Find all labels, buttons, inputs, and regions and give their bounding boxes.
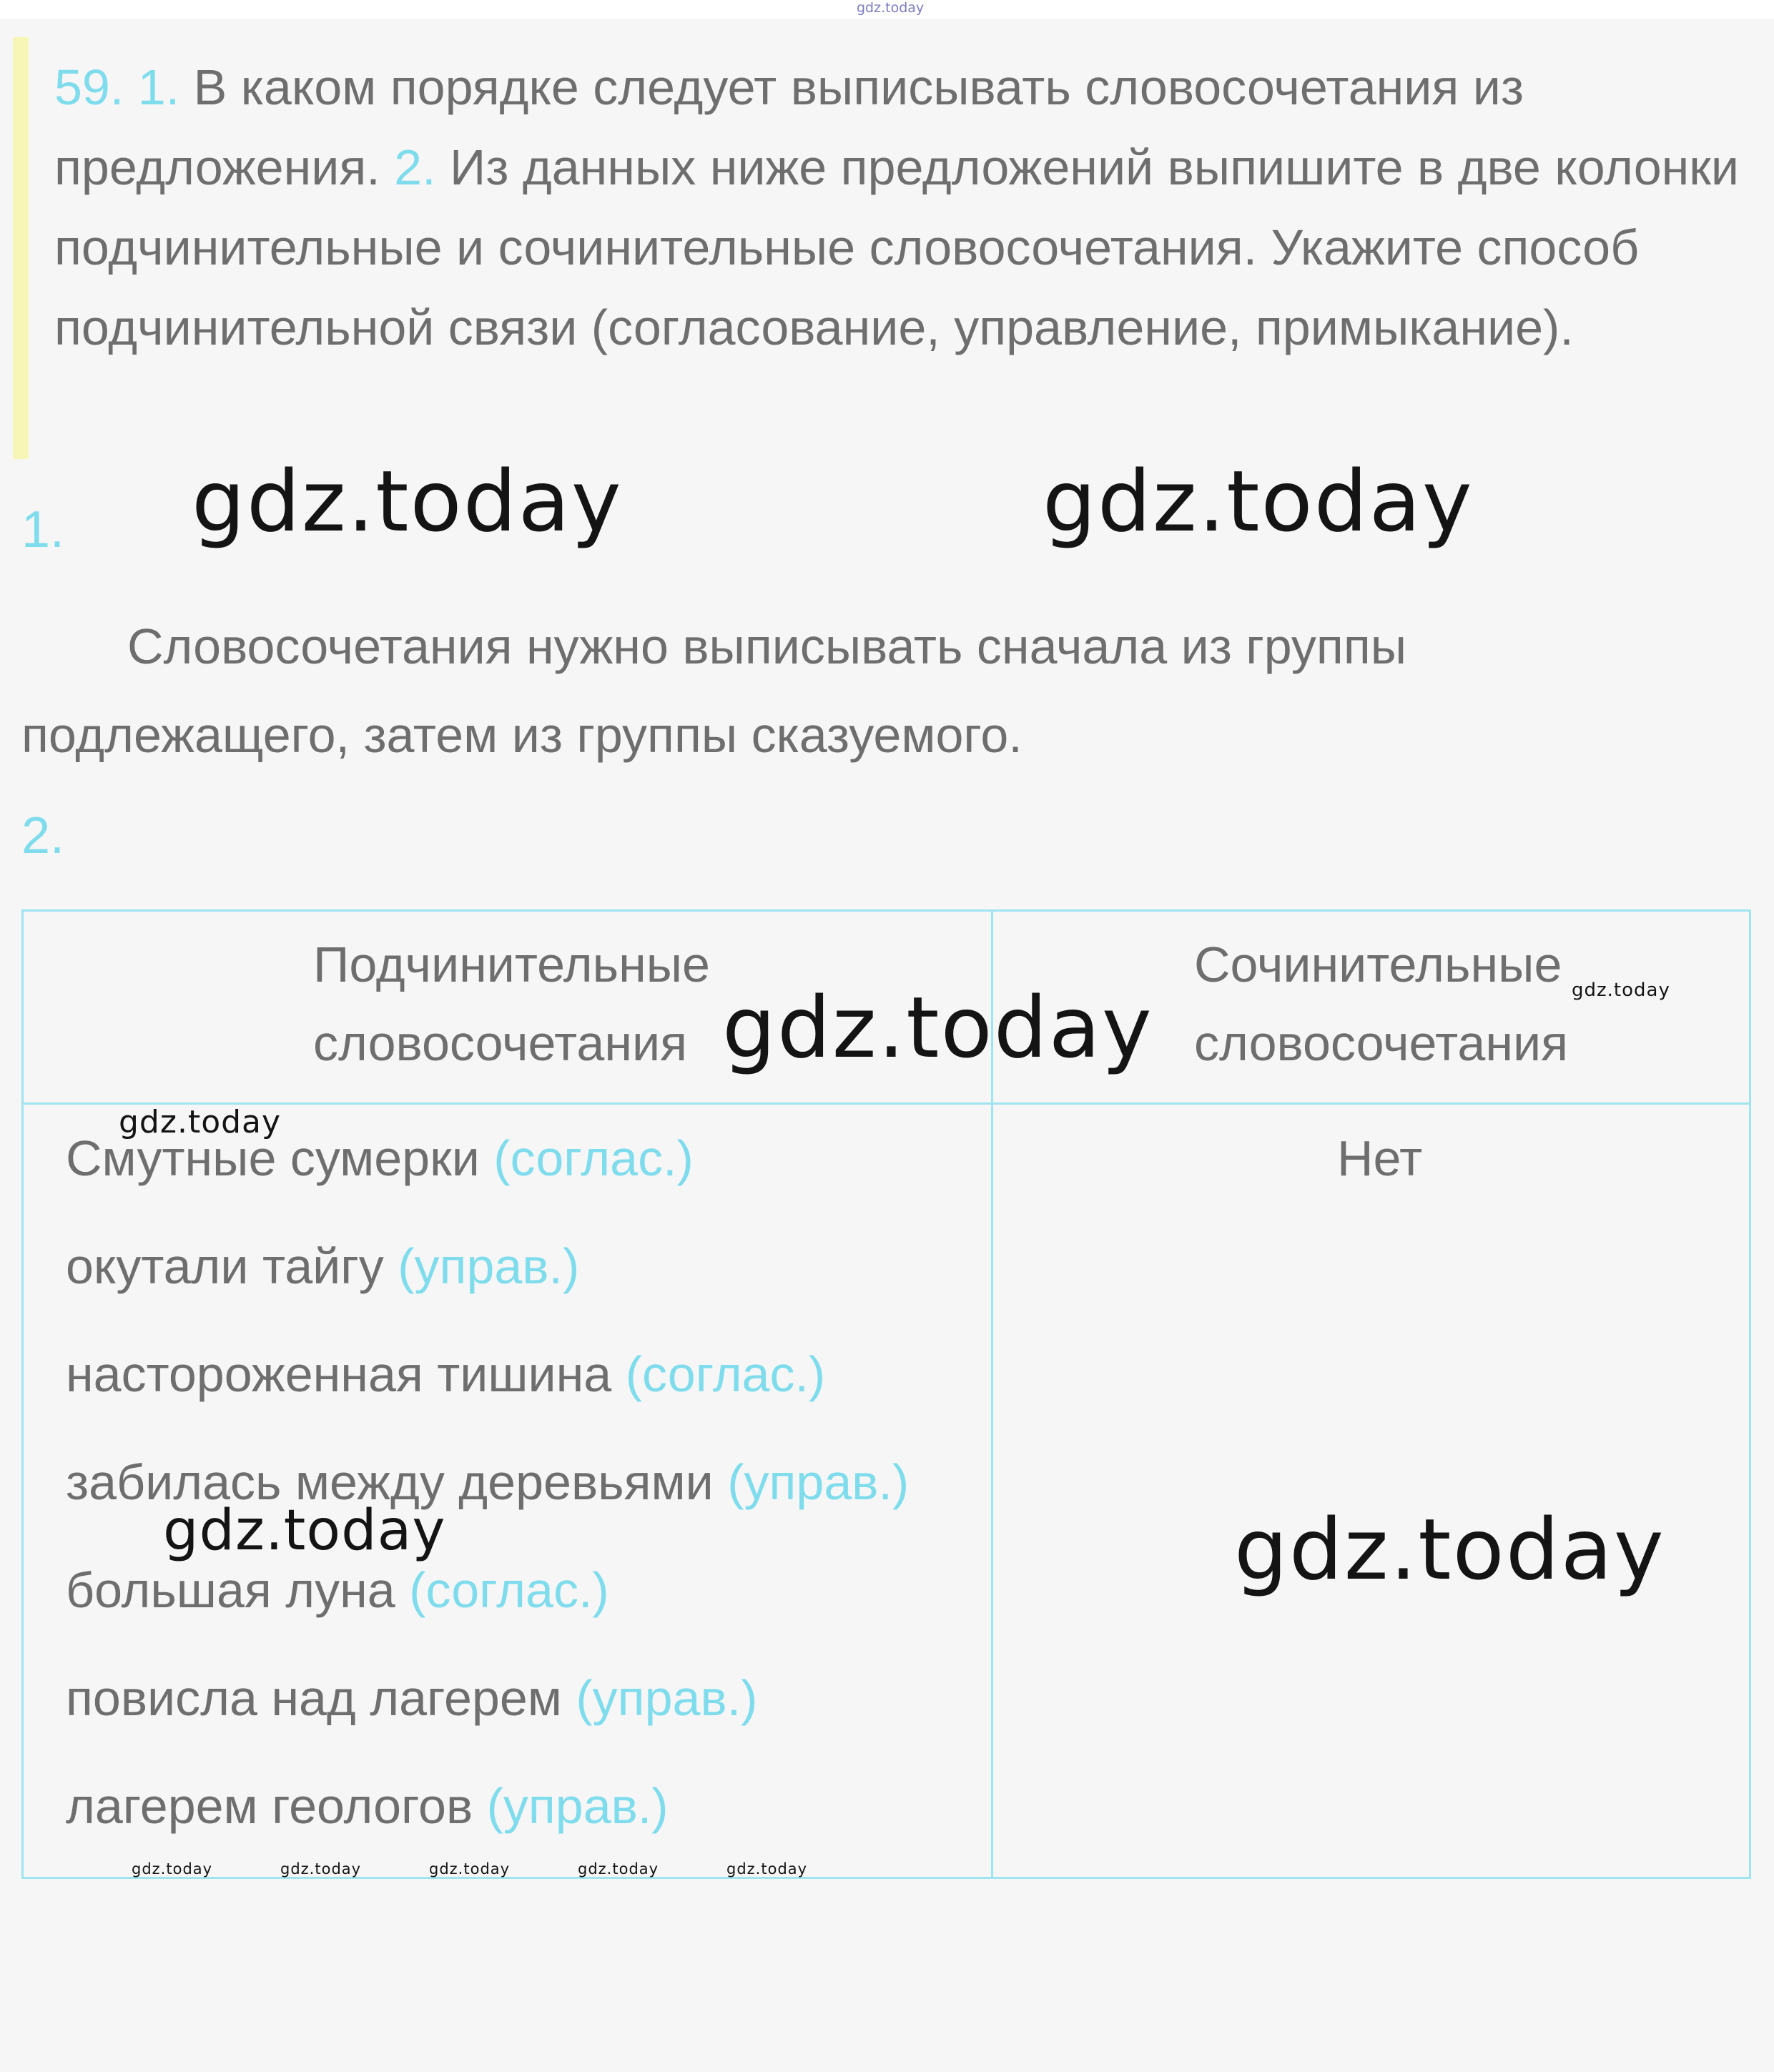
watermark: gdz.today xyxy=(429,1860,511,1878)
watermark-top: gdz.today xyxy=(857,0,925,16)
coordinate-value: Нет xyxy=(1337,1130,1423,1186)
row-phrase: настороженная тишина xyxy=(66,1346,612,1402)
answer2-marker: 2. xyxy=(21,807,65,864)
row-link-type: (управ.) xyxy=(486,1778,669,1834)
row-phrase: окутали тайгу xyxy=(66,1238,384,1294)
header-coordinate-line1: Сочинительные xyxy=(1194,937,1562,992)
watermark: gdz.today xyxy=(1572,980,1670,1001)
task-part1-marker: 1. xyxy=(137,59,180,115)
row-phrase: большая луна xyxy=(66,1562,395,1618)
task-part1-text: В каком порядке следует выписывать словосочетания из предложения. xyxy=(54,59,1524,195)
header-subordinate-line2: словосочетания xyxy=(313,1015,688,1071)
row-link-type: (соглас.) xyxy=(625,1346,826,1402)
header-subordinate xyxy=(313,925,710,1082)
watermark: gdz.today xyxy=(280,1860,362,1878)
table-row xyxy=(66,1777,669,1835)
header-coordinate-line2: словосочетания xyxy=(1194,1015,1569,1071)
header-coordinate xyxy=(1194,925,1568,1082)
watermark: gdz.today xyxy=(132,1860,213,1878)
task-number: 59. xyxy=(54,59,124,115)
row-link-type: (соглас.) xyxy=(409,1562,609,1618)
watermark: gdz.today xyxy=(726,1860,808,1878)
task-text xyxy=(54,47,1756,367)
row-link-type: (управ.) xyxy=(727,1454,910,1510)
watermark: gdz.today xyxy=(163,1499,446,1563)
row-phrase: забилась между деревьями xyxy=(66,1454,714,1510)
answer1-text: Словосочетания нужно выписывать сначала из группы подлежащего, затем из группы сказуемого. xyxy=(21,618,1407,763)
table-row xyxy=(66,1562,609,1619)
table-row xyxy=(66,1669,757,1727)
table-row xyxy=(66,1346,825,1403)
row-link-type: (соглас.) xyxy=(493,1130,694,1186)
watermark: gdz.today xyxy=(1234,1500,1665,1599)
watermark: gdz.today xyxy=(578,1860,659,1878)
table-row xyxy=(66,1238,579,1295)
task-part2-marker: 2. xyxy=(394,139,436,195)
task-part2-text: Из данных ниже предложений выпишите в две колонки подчинительные и сочинительные словосочетания. Укажите способ подчинительной связи (согласование, управление, примыкание). xyxy=(54,139,1740,355)
row-link-type: (управ.) xyxy=(398,1238,580,1294)
task-highlight-bar xyxy=(13,37,29,459)
header-subordinate-line1: Подчинительные xyxy=(313,937,710,992)
row-phrase: повисла над лагерем xyxy=(66,1670,562,1726)
row-link-type: (управ.) xyxy=(576,1670,758,1726)
answer1-marker: 1. xyxy=(21,501,65,558)
task-statement xyxy=(13,37,1743,459)
row-phrase: лагерем геологов xyxy=(66,1778,473,1834)
watermark: gdz.today xyxy=(1043,452,1474,551)
watermark: gdz.today xyxy=(119,1104,282,1140)
row-phrase: Смутные сумерки xyxy=(66,1130,480,1186)
watermark: gdz.today xyxy=(722,978,1153,1077)
watermark: gdz.today xyxy=(192,452,623,551)
